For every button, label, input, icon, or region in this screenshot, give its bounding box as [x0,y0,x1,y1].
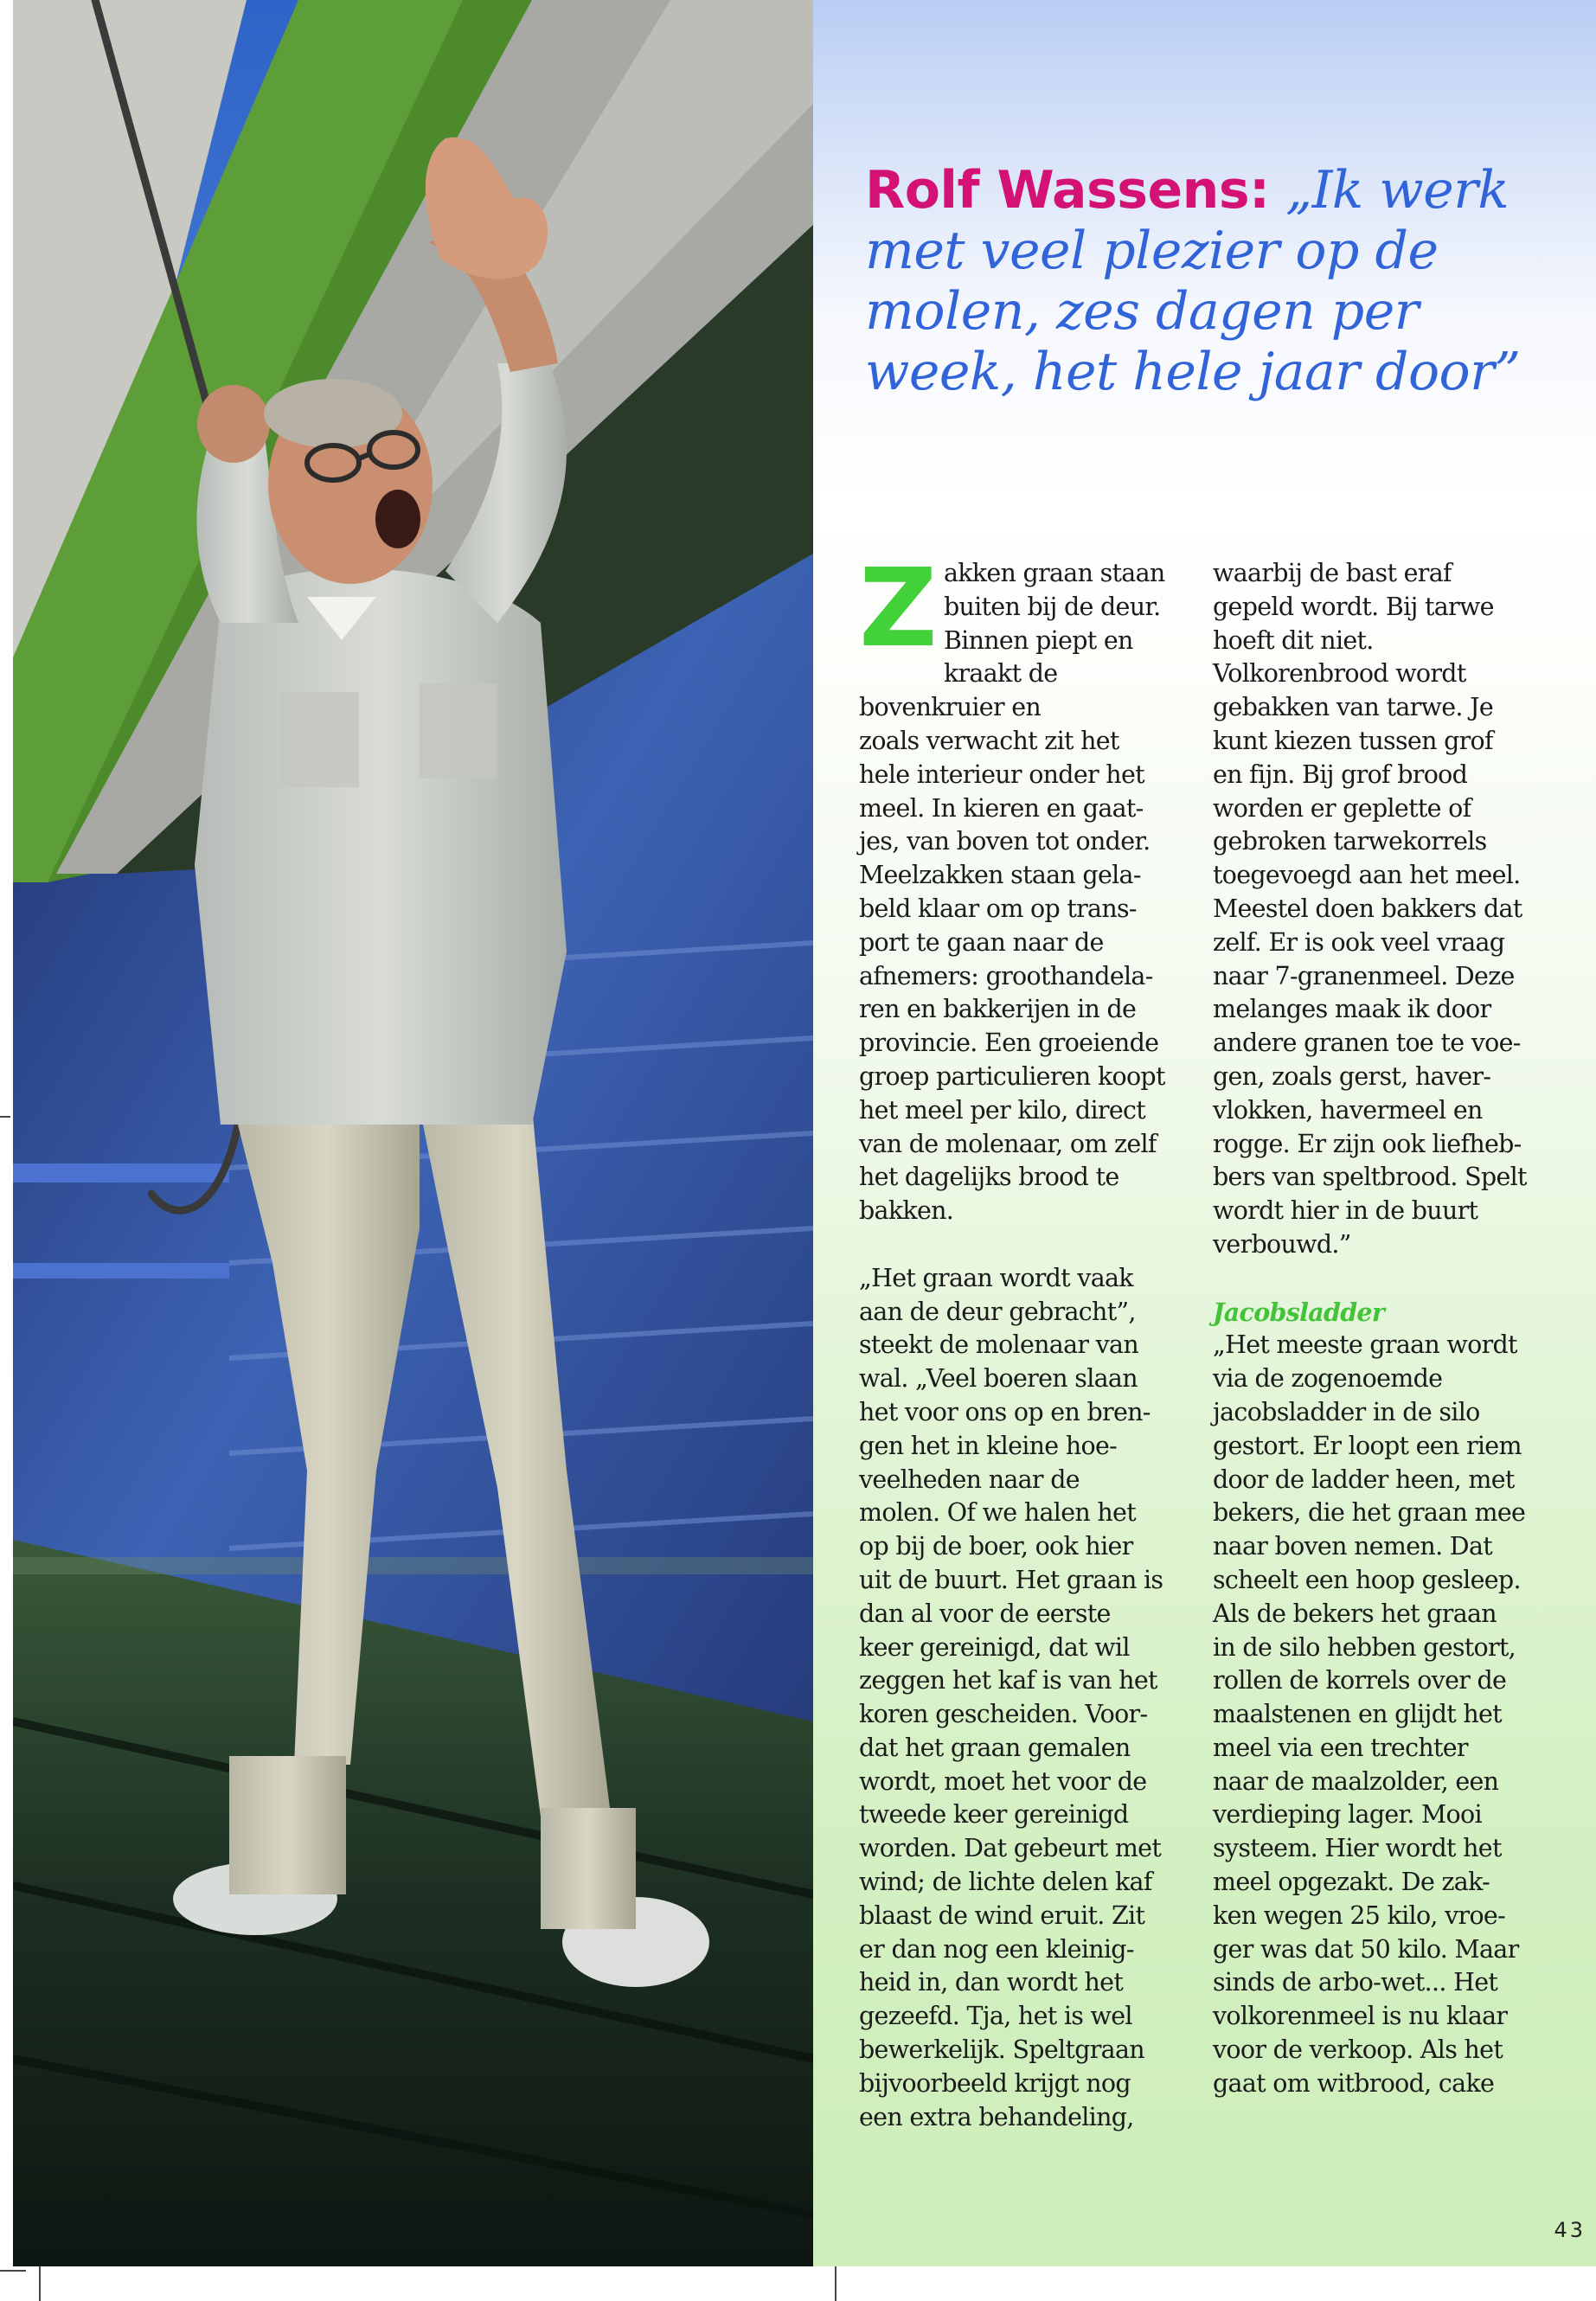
headline-quote: „Ik werk met veel plezier op de molen, zes dagen per week, het hele jaar door” [865,160,1521,402]
crop-mark [835,2266,836,2301]
dropcap: Z [859,546,937,671]
crop-mark [0,2270,26,2272]
article-paragraph: waarbij de bast eraf gepeld wordt. Bij tarwe hoeft dit niet. Volkorenbrood wordt gebakken van tarwe. Je kunt kiezen tussen grof en fijn. Bij grof brood worden er geplette of gebroken tarwekorrels toegevoegd aan het meel. Meestel doen bakkers dat zelf. Er is ook veel vraag naar 7-granenmeel. Deze melanges maak ik door andere granen toe te voe- gen, zoals gerst, haver- vlokken, havermeel en rogge. Er zijn ook liefheb- bers van speltbrood. Spelt wordt hier in de buurt verbouwd.” [1213,559,1527,1259]
headline-speaker: Rolf Wassens: [865,160,1270,221]
photo-miller [13,0,813,2266]
article-column-2 [1213,557,1529,2101]
crop-mark [0,1116,10,1118]
article-paragraph: „Het meeste graan wordt via de zogenoemde jacobsladder in de silo gestort. Er loopt een riem door de ladder heen, met bekers, die het graan mee naar boven nemen. Dat scheelt een hoop gesleep. Als de bekers het graan in de silo hebben gestort, rollen de korrels over de maalstenen en glijdt het meel via een trechter naar de maalzolder, een verdieping lager. Mooi systeem. Hier wordt het meel opgezakt. De zak- ken wegen 25 kilo, vroe- ger was dat 50 kilo. Maar sinds de arbo-wet... Het volkorenmeel is nu klaar voor de verkoop. Als het gaat om witbrood, cake [1213,1330,1526,2098]
article-paragraph-intro: akken graan staan buiten bij de deur. Binnen piept en kraakt de bovenkruier en zoals verwacht zit het hele interieur onder het meel. In kieren en gaat- jes, van boven tot onder. Meelzakken staan gela- beld klaar om op trans- port te gaan naar de afnemers: groothandela- ren en bakkerijen in de provincie. Een groeiende groep particulieren koopt het meel per kilo, direct van de molenaar, om zelf het dagelijks brood te bakken. [859,559,1165,1226]
headline [865,160,1574,402]
page-number: 43 [1554,2218,1586,2242]
photo-illustration [13,0,813,2266]
subheading-jacobsladder: Jacobsladder [1213,1297,1385,1327]
article-paragraph: „Het graan wordt vaak aan de deur gebracht”, steekt de molenaar van wal. „Veel boeren slaan het voor ons op en bren- gen het in kleine hoe- veelheden naar de molen. Of we halen het op bij de boer, ook hier uit de buurt. Het graan is dan al voor de eerste keer gereinigd, dat wil zeggen het kaf is van het koren gescheiden. Voor- dat het graan gemalen wordt, moet het voor de tweede keer gereinigd worden. Dat gebeurt met wind; de lichte delen kaf blaast de wind eruit. Zit er dan nog een kleinig- heid in, dan wordt het gezeefd. Tja, het is wel bewerkelijk. Speltgraan bijvoorbeeld krijgt nog een extra behandeling, [859,1263,1163,2131]
article-column-1 [859,546,1175,2134]
crop-mark [39,2266,41,2301]
article-panel [813,0,1596,2266]
